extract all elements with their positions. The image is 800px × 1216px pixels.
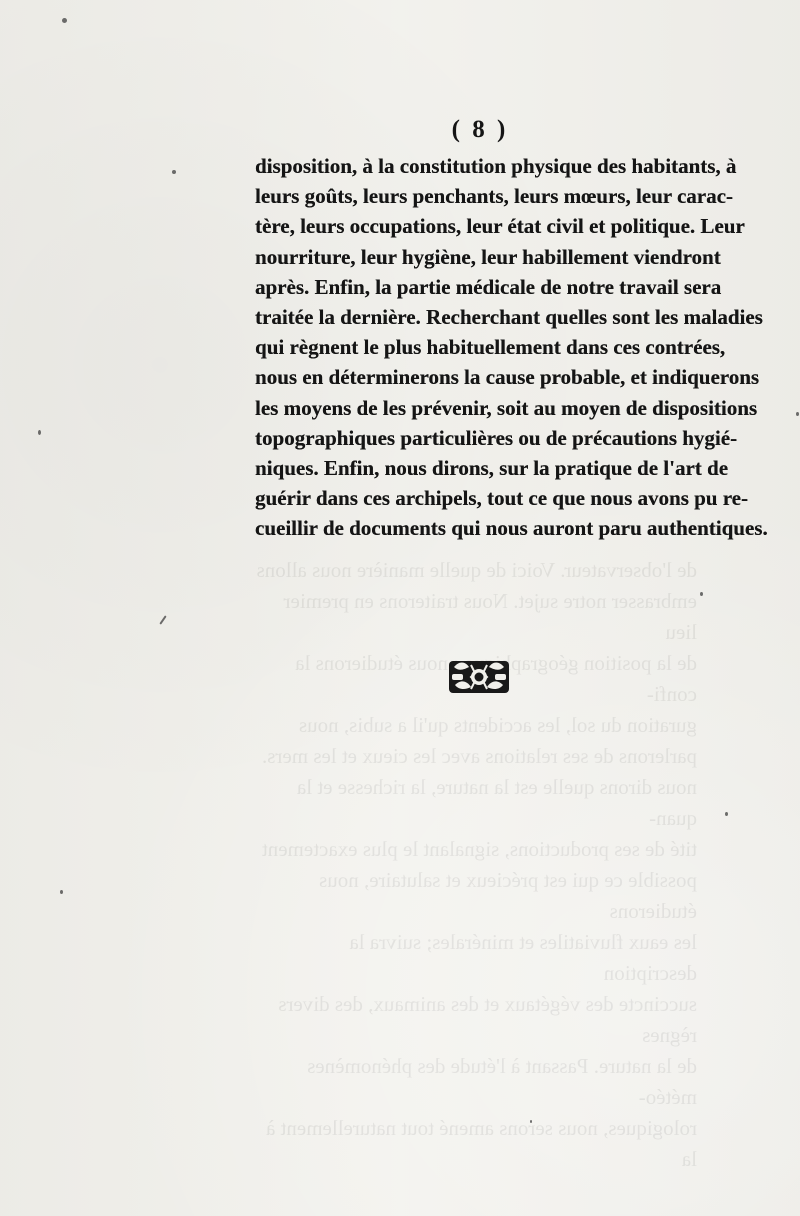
text-line: les moyens de les prévenir, soit au moyen de dispositions [255,395,758,420]
show-through-text: de l'observateur. Voici de quelle manière nous allons embrasser notre sujet. Nous traiterons en premier lieu de la position géographique nous étudierons la confi- guration du sol, les accidents qu'il a subis, nous parlerons de ses relations avec les cieux et les mers. nous dirons quelle est la nature, la richesse et la quan- tité de ses productions, signalant le plus exactement possible ce qui est précieux et salutaire, nous étudierons les eaux fluviatiles et minérales; suivra la description succincte des végétaux et des animaux, des divers règnes de la nature. Passant à l'étude des phénomènes météo- rologiques, nous serons amené tout naturellement à la [256,558,697,1171]
text-line: leurs goûts, leurs penchants, leurs mœurs, leur carac- [255,184,733,209]
paper-speck [700,592,703,596]
page-number: ( 8 ) [451,116,509,143]
printer-ornament-icon [447,659,511,695]
paper-speck [796,412,799,416]
paper-speck [172,170,176,174]
paper-speck [159,615,166,624]
paper-speck [530,1120,532,1123]
body-text [255,151,768,543]
text-line: traitée la dernière. Recherchant quelles sont les maladies [255,304,763,329]
text-line: topographiques particulières ou de précautions hygié- [255,425,738,450]
paper-speck [38,430,41,435]
text-line: nous en déterminerons la cause probable, et indiquerons [255,365,760,390]
text-line: niques. Enfin, nous dirons, sur la pratique de l'art de [255,455,729,480]
text-line: après. Enfin, la partie médicale de notre travail sera [255,274,722,299]
text-line: qui règnent le plus habituellement dans ces contrées, [255,335,726,360]
text-line: cueillir de documents qui nous auront paru authentiques. [255,516,768,541]
text-line: guérir dans ces archipels, tout ce que nous avons pu re- [255,486,748,511]
text-line: nourriture, leur hygiène, leur habillement viendront [255,244,721,269]
paper-speck [62,18,67,23]
text-line: disposition, à la constitution physique des habitants, à [255,154,737,178]
text-line: tère, leurs occupations, leur état civil et politique. Leur [255,214,745,239]
paper-speck [60,890,63,894]
paper-speck [725,812,728,816]
